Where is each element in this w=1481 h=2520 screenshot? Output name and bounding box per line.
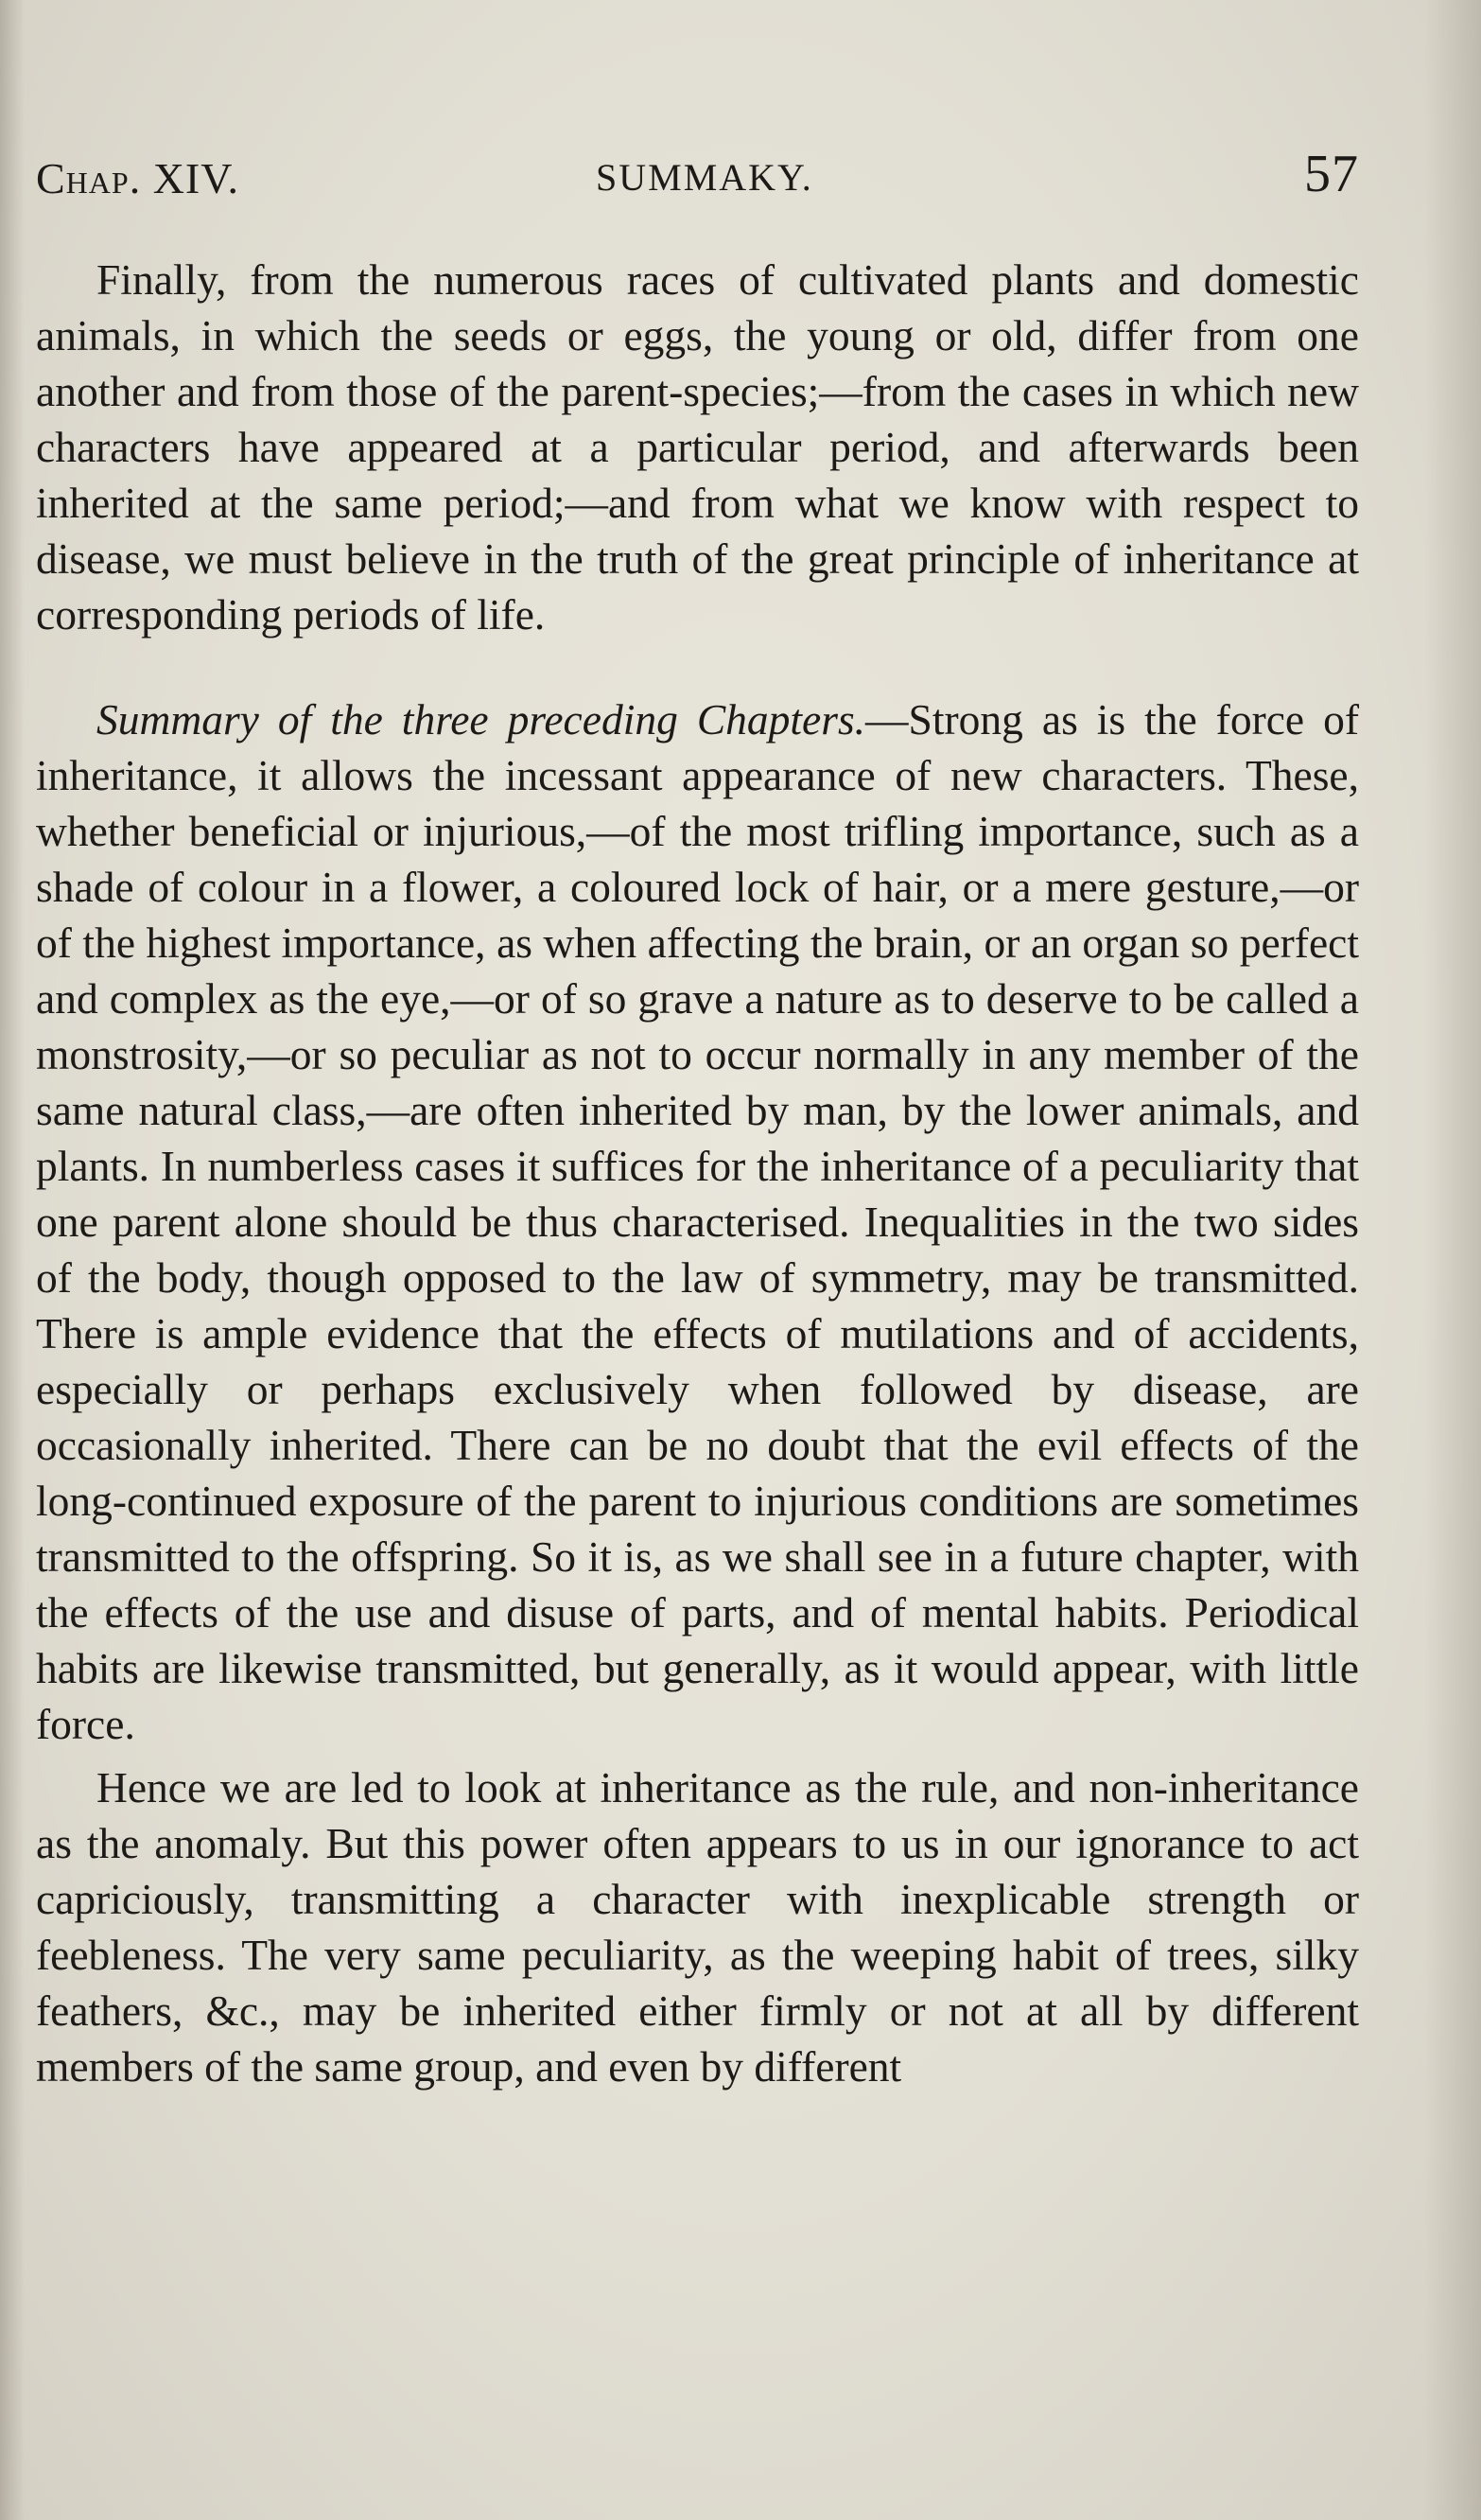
section-heading: Summary of the three preceding Chapters. (96, 695, 866, 744)
paragraph-summary (36, 691, 1359, 1752)
body-text (36, 252, 1359, 2094)
paragraph-text: Finally, from the numerous races of cultivated plants and domestic animals, in which the seeds or eggs, the young or old, differ from one another and from those of the parent-species;—from the cases in which new characters have appeared at a particular period, and afterwards been inherited at the same period;—and from what we know with respect to disease, we must believe in the truth of the great principle of inheritance at corresponding periods of life. (36, 255, 1359, 639)
paragraph-text: Hence we are led to look at inheritance as the rule, and non-inheritance as the anomaly. But this power often appears to us in our ignorance to act capriciously, transmitting a character with inexplicable strength or feebleness. The very same peculiarity, as the weeping habit of trees, silky feathers, &c., may be inherited either firmly or not at all by different members of the same group, and even by different (36, 1763, 1359, 2091)
chapter-label: Chap. XIV. (36, 154, 240, 202)
running-title: SUMMAKY. (596, 156, 813, 199)
page-number: 57 (1304, 145, 1359, 203)
paragraph-inheritance-periods (36, 252, 1359, 642)
paragraph-text: —Strong as is the force of inheritance, it allows the incessant appearance of new characters. These, whether beneficial or injurious,—of the most trifling importance, such as a shade of colour in a flower, a coloured lock of hair, or a mere gesture,—or of the highest importance, as when affecting the brain, or an organ so perfect and complex as the eye,—or of so grave a nature as to deserve to be called a monstrosity,—or so peculiar as not to occur normally in any member of the same natural class,—are often inherited by man, by the lower animals, and plants. In numberless cases it suffices for the inheritance of a peculiarity that one parent alone should be thus characterised. Inequalities in the two sides of the body, though opposed to the law of symmetry, may be transmitted. There is ample evidence that the effects of mutilations and of accidents, especially or perhaps exclusively when followed by disease, are occasionally inherited. There can be no doubt that the evil effects of the long-continued exposure of the parent to injurious conditions are sometimes transmitted to the offspring. So it is, as we shall see in a future chapter, with the effects of the use and disuse of parts, and of mental habits. Periodical habits are likewise transmitted, but generally, as it would appear, with little force. (36, 695, 1359, 1748)
running-head (36, 142, 1359, 208)
paragraph-rule-anomaly (36, 1759, 1359, 2094)
